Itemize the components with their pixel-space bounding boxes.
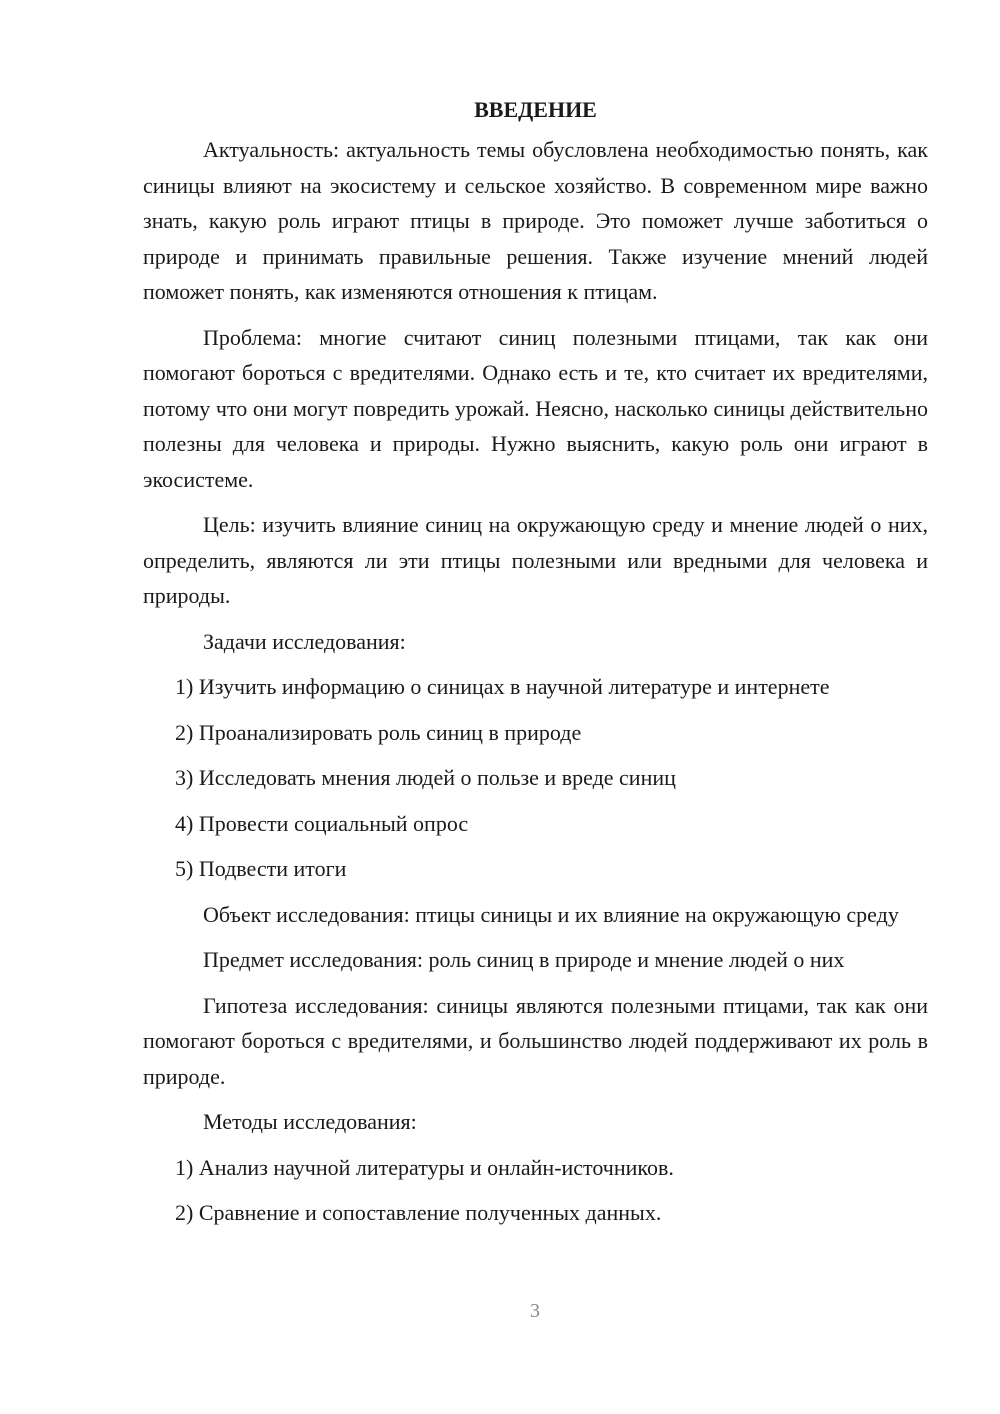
task-item: 1) Изучить информацию о синицах в научной литературе и интернете [175, 674, 830, 699]
tasks-label: Задачи исследования: [203, 628, 406, 654]
task-item: 5) Подвести итоги [175, 856, 347, 881]
goal-paragraph: Цель: изучить влияние синиц на окружающую среду и мнение людей о них, определить, являются ли эти птицы полезными или вредными для человека и природы. [143, 512, 928, 608]
page-title: ВВЕДЕНИЕ [474, 97, 597, 122]
methods-label: Методы исследования: [203, 1109, 417, 1134]
page-number: 3 [530, 1300, 540, 1322]
task-item: 3) Исследовать мнения людей о пользе и вреде синиц [175, 765, 676, 790]
object-paragraph: Объект исследования: птицы синицы и их влияние на окружающую среду [203, 901, 899, 927]
relevance-paragraph: Актуальность: актуальность темы обусловлена необходимостью понять, как синицы влияют на экосистему и сельское хозяйство. В современном мире важно знать, какую роль играют птицы в природе. Это поможет лучше заботиться о природе и принимать правильные решения. Также изучение мнений людей поможет понять, как изменяются отношения к птицам. [143, 137, 928, 304]
task-item: 4) Провести социальный опрос [175, 810, 469, 836]
subject-paragraph: Предмет исследования: роль синиц в природе и мнение людей о них [203, 947, 845, 972]
task-item: 2) Проанализировать роль синиц в природе [175, 719, 582, 745]
method-item: 2) Сравнение и сопоставление полученных данных. [175, 1200, 662, 1225]
hypothesis-paragraph: Гипотеза исследования: синицы являются полезными птицами, так как они помогают бороться с вредителями, и большинство людей поддерживают их роль в природе. [143, 992, 928, 1089]
method-item: 1) Анализ научной литературы и онлайн-источников. [175, 1154, 674, 1180]
problem-paragraph: Проблема: многие считают синиц полезными птицами, так как они помогают бороться с вредителями. Однако есть и те, кто считает их вредителями, потому что они могут повредить урожай. Неясно, насколько синицы действительно полезны для человека и природы. Нужно выяснить, какую роль они играют в экосистеме. [143, 324, 928, 492]
document-page [143, 92, 928, 1241]
